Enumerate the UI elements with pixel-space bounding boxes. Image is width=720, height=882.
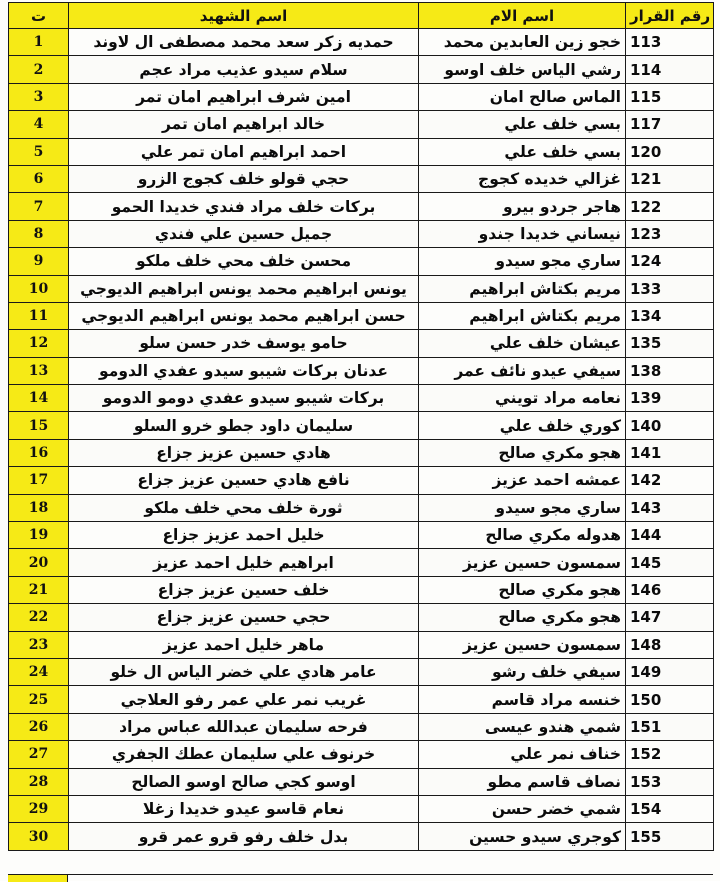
mother-name-cell: الماس صالح امان [419,83,626,110]
decision-no-cell: 121 [626,165,714,192]
row-num-cell: 3 [9,83,69,110]
mother-name-cell: بسي خلف علي [419,111,626,138]
row-num-cell: 17 [9,467,69,494]
row-num-cell: 12 [9,330,69,357]
decision-no-cell: 114 [626,56,714,83]
table-row [9,795,714,822]
decision-no-cell: 146 [626,576,714,603]
mother-name-cell: هدوله مكري صالح [419,522,626,549]
table-row [9,604,714,631]
table-row [9,686,714,713]
decision-no-cell: 145 [626,549,714,576]
row-num-cell: 25 [9,686,69,713]
row-num-cell: 7 [9,193,69,220]
table-row [9,357,714,384]
row-num-cell: 30 [9,823,69,850]
row-num-cell: 22 [9,604,69,631]
martyr-name-cell: حسن ابراهيم محمد يونس ابراهيم الديوجي [69,302,419,329]
martyr-name-cell: ثورة خلف محي خلف ملكو [69,494,419,521]
martyr-name-cell: سلام سيدو عذيب مراد عجم [69,56,419,83]
decision-no-cell: 148 [626,631,714,658]
martyr-name-cell: بركات شيبو سيدو عفدي دومو الدومو [69,385,419,412]
martyr-name-cell: سليمان داود جطو خرو السلو [69,412,419,439]
martyr-name-cell: بركات خلف مراد فندي خديدا الحمو [69,193,419,220]
decision-no-cell: 138 [626,357,714,384]
mother-name-cell: هاجر جردو بيرو [419,193,626,220]
mother-name-cell: شمي خضر حسن [419,795,626,822]
table-row [9,248,714,275]
row-num-cell: 18 [9,494,69,521]
row-num-cell: 21 [9,576,69,603]
martyr-name-cell: بدل خلف رفو قرو عمر قرو [69,823,419,850]
table-row [9,768,714,795]
row-num-cell: 16 [9,439,69,466]
decision-no-cell: 142 [626,467,714,494]
table-row [9,275,714,302]
martyr-name-cell: غريب نمر علي عمر رفو العلاجي [69,686,419,713]
martyr-name-cell: عامر هادي علي خضر الياس ال خلو [69,658,419,685]
mother-name-cell: هجو مكري صالح [419,439,626,466]
table-row [9,494,714,521]
table-row [9,439,714,466]
mother-name-cell: شمي هندو عيسى [419,713,626,740]
decision-no-cell: 124 [626,248,714,275]
table-row [9,741,714,768]
mother-name-cell: عيشان خلف علي [419,330,626,357]
mother-name-cell: رشي الياس خلف اوسو [419,56,626,83]
decision-no-cell: 141 [626,439,714,466]
row-num-cell: 24 [9,658,69,685]
table-row [9,56,714,83]
table-row [9,823,714,850]
mother-name-cell: كوجري سيدو حسين [419,823,626,850]
mother-name-cell: سيفي عيدو نائف عمر [419,357,626,384]
martyr-name-cell: خرنوف علي سليمان عطك الجفري [69,741,419,768]
decision-no-cell: 150 [626,686,714,713]
decision-no-cell: 151 [626,713,714,740]
row-num-cell: 13 [9,357,69,384]
decision-no-cell: 155 [626,823,714,850]
row-num-cell: 27 [9,741,69,768]
table-header [9,3,714,29]
row-num-cell: 14 [9,385,69,412]
decision-no-cell: 147 [626,604,714,631]
table-row [9,220,714,247]
table-row [9,330,714,357]
martyr-name-cell: ماهر خليل احمد عزيز [69,631,419,658]
row-num-cell: 10 [9,275,69,302]
mother-name-cell: سيفي خلف رشو [419,658,626,685]
decision-no-cell: 120 [626,138,714,165]
mother-name-cell: نعامه مراد تويني [419,385,626,412]
mother-name-cell: ساري مجو سيدو [419,248,626,275]
table-row [9,29,714,56]
table-row [9,193,714,220]
mother-name-cell: سمسون حسين عزيز [419,549,626,576]
mother-name-cell: ساري مجو سيدو [419,494,626,521]
martyr-name-cell: خلف حسين عزيز جزاع [69,576,419,603]
martyr-name-cell: حجي حسين عزيز جزاع [69,604,419,631]
table-row [9,576,714,603]
mother-name-cell: مريم بكتاش ابراهيم [419,275,626,302]
mother-name-cell: نصاف قاسم مطو [419,768,626,795]
header-martyr-name: اسم الشهيد [69,3,419,29]
martyr-name-cell: ابراهيم خليل احمد عزيز [69,549,419,576]
mother-name-cell: نيساني خديدا جندو [419,220,626,247]
row-num-cell: 29 [9,795,69,822]
decision-no-cell: 133 [626,275,714,302]
decision-no-cell: 153 [626,768,714,795]
row-num-cell: 2 [9,56,69,83]
decision-no-cell: 140 [626,412,714,439]
martyr-name-cell: نعام قاسو عيدو خديدا زغلا [69,795,419,822]
martyr-name-cell: امين شرف ابراهيم امان تمر [69,83,419,110]
mother-name-cell: سمسون حسين عزيز [419,631,626,658]
decision-no-cell: 143 [626,494,714,521]
table-row [9,658,714,685]
mother-name-cell: كوري خلف علي [419,412,626,439]
martyr-name-cell: عدنان بركات شيبو سيدو عفدي الدومو [69,357,419,384]
decision-no-cell: 149 [626,658,714,685]
martyr-name-cell: نافع هادي حسين عزيز جزاع [69,467,419,494]
table-row [9,138,714,165]
mother-name-cell: خجو زين العابدين محمد [419,29,626,56]
martyr-name-cell: حمديه زكر سعد محمد مصطفى ال لاوند [69,29,419,56]
martyr-name-cell: خليل احمد عزيز جزاع [69,522,419,549]
table-row [9,302,714,329]
martyr-name-cell: جميل حسين علي فندي [69,220,419,247]
table-row [9,111,714,138]
table-row [9,549,714,576]
martyr-name-cell: احمد ابراهيم امان تمر علي [69,138,419,165]
martyr-name-cell: محسن خلف محي خلف ملكو [69,248,419,275]
table-row [9,165,714,192]
martyr-name-cell: فرحه سليمان عبدالله عباس مراد [69,713,419,740]
table-body [9,29,714,851]
table-continuation [8,874,713,881]
decision-no-cell: 123 [626,220,714,247]
martyrs-table [8,2,714,851]
mother-name-cell: بسي خلف علي [419,138,626,165]
table-row [9,631,714,658]
table-row [9,385,714,412]
row-num-cell: 19 [9,522,69,549]
decision-no-cell: 134 [626,302,714,329]
martyr-name-cell: حجي قولو خلف كجوج الزرو [69,165,419,192]
header-decision-no: رقم القرار [626,3,714,29]
row-num-cell: 1 [9,29,69,56]
decision-no-cell: 122 [626,193,714,220]
row-num-cell: 28 [9,768,69,795]
row-num-cell: 8 [9,220,69,247]
row-num-cell: 4 [9,111,69,138]
mother-name-cell: هجو مكري صالح [419,604,626,631]
header-num: ت [9,3,69,29]
mother-name-cell: غزالي خديده كجوج [419,165,626,192]
decision-no-cell: 135 [626,330,714,357]
decision-no-cell: 115 [626,83,714,110]
mother-name-cell: عمشه احمد عزيز [419,467,626,494]
mother-name-cell: مريم بكتاش ابراهيم [419,302,626,329]
martyr-name-cell: اوسو كجي صالح اوسو الصالح [69,768,419,795]
row-num-cell: 11 [9,302,69,329]
header-mother-name: اسم الام [419,3,626,29]
decision-no-cell: 152 [626,741,714,768]
decision-no-cell: 144 [626,522,714,549]
row-num-cell: 9 [9,248,69,275]
mother-name-cell: خنسه مراد قاسم [419,686,626,713]
row-num-cell: 6 [9,165,69,192]
martyr-name-cell: يونس ابراهيم محمد يونس ابراهيم الديوجي [69,275,419,302]
row-num-cell: 15 [9,412,69,439]
decision-no-cell: 139 [626,385,714,412]
decision-no-cell: 113 [626,29,714,56]
martyr-name-cell: هادي حسين عزيز جزاع [69,439,419,466]
row-num-cell: 23 [9,631,69,658]
decision-no-cell: 117 [626,111,714,138]
martyr-name-cell: خالد ابراهيم امان تمر [69,111,419,138]
table-row [9,83,714,110]
table-row [9,713,714,740]
row-num-cell: 20 [9,549,69,576]
row-num-cell: 5 [9,138,69,165]
table-row [9,467,714,494]
decision-no-cell: 154 [626,795,714,822]
table-row [9,522,714,549]
row-num-cell: 26 [9,713,69,740]
mother-name-cell: هجو مكري صالح [419,576,626,603]
table-row [9,412,714,439]
martyr-name-cell: حامو يوسف خدر حسن سلو [69,330,419,357]
header-row [9,3,714,29]
mother-name-cell: خناف نمر علي [419,741,626,768]
